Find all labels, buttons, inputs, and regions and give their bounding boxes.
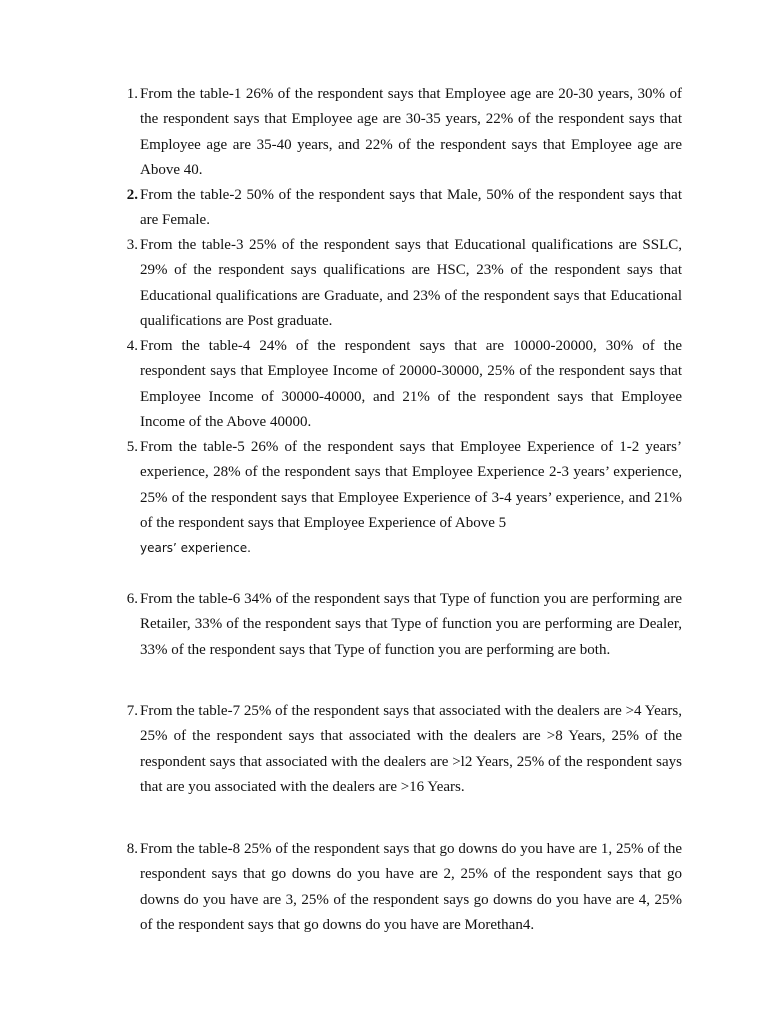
list-item-2 (108, 183, 682, 234)
list-item-6 (108, 587, 682, 663)
list-text-main: From the table-5 26% of the respondent says that Employee Experience of 1-2 years’ experience, 28% of the respondent says that Employee Experience 2-3 years’ experience, 25% of the respondent says that Employee Experience of 3-4 years’ experience, and 21% of the respondent says that Employee Experience of Above 5 (140, 439, 682, 531)
list-text-tail (140, 536, 682, 561)
list-item-5 (108, 435, 682, 561)
list-number: 5. (126, 439, 138, 455)
list-text-tail-span: years’ experience. (140, 541, 251, 556)
list-text: From the table-6 34% of the respondent says that Type of function you are performing are Retailer, 33% of the respondent says that Type of function you are performing are Dealer, 33% of the respondent says that Type of function you are performing are both. (140, 591, 682, 658)
list-number: 2. (126, 187, 138, 203)
list-text: From the table-3 25% of the respondent says that Educational qualifications are SSLC, 29% of the respondent says qualifications are HSC, 23% of the respondent says that Educational qualifications are Graduate, and 23% of the respondent says that Educational qualifications are Post graduate. (140, 237, 682, 329)
list-number: 7. (126, 703, 138, 719)
list-number: 3. (126, 237, 138, 253)
list-text: From the table-4 24% of the respondent says that are 10000-20000, 30% of the respondent says that Employee Income of 20000-30000, 25% of the respondent says that Employee Income of 30000-40000, and 21% of the respondent says that Employee Income of the Above 40000. (140, 338, 682, 430)
list-item-7 (108, 699, 682, 800)
list-text (140, 435, 682, 536)
list-item-1 (108, 82, 682, 183)
list-text: From the table-7 25% of the respondent says that associated with the dealers are >4 Years, 25% of the respondent says that associated with the dealers are >8 Years, 25% of the respondent says that associated with the dealers are >l2 Years, 25% of the respondent says that are you associated with the dealers are >16 Years. (140, 703, 682, 795)
list-text: From the table-8 25% of the respondent says that go downs do you have are 1, 25% of the respondent says that go downs do you have are 2, 25% of the respondent says that go downs do you have are 3, 25% of the respondent says go downs do you have are 4, 25% of the respondent says that go downs do you have are Morethan4. (140, 841, 682, 933)
list-item-4 (108, 334, 682, 435)
list-number: 1. (126, 86, 138, 102)
list-item-8 (108, 837, 682, 938)
list-item-3 (108, 233, 682, 334)
list-number: 4. (126, 338, 138, 354)
list-text: From the table-2 50% of the respondent says that Male, 50% of the respondent says that are Female. (140, 187, 682, 229)
list-text: From the table-1 26% of the respondent says that Employee age are 20-30 years, 30% of the respondent says that Employee age are 30-35 years, 22% of the respondent says that Employee age are 35-40 years, and 22% of the respondent says that Employee age are Above 40. (140, 86, 682, 178)
list-number: 8. (126, 841, 138, 857)
list-number: 6. (126, 591, 138, 607)
